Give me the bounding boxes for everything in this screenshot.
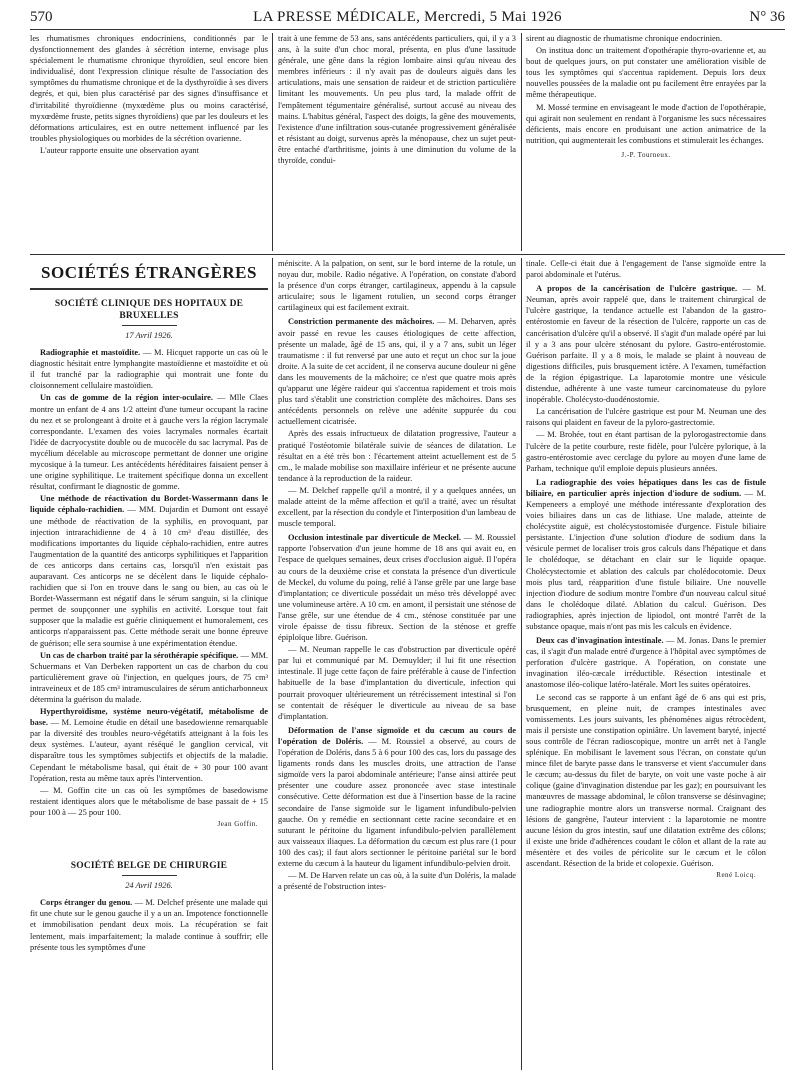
session-date: 17 Avril 1926. [125,331,173,340]
article-title: Un cas de charbon traité par la sérothérapie spécifique. [40,650,239,660]
journal-title: LA PRESSE MÉDICALE, Mercredi, 5 Mai 1926 [253,9,562,25]
article-text: — M. Hicquet rapporte un cas où le diagnostic hésitait entre lymphangite mastoïdienne et mastoïdite et où il fut tranché par la radiographie qui montrait une fonte du cloisonnement cellulaire mastoïdien. [30,348,268,391]
article-text: — M. Deharven, après avoir passé en revue les causes étiologiques de cette affection, présente un malade, âgé de 15 ans, qui, il y a 7 ans, subit un léger traumatisme : il fut renversé par une auto et reçut un choc sur la joue droite. A la suite de cet accident, il ne conserva aucune douleur ni gêne dans les mouvements de la mâchoire; ce n'est que quatre mois après qu'apparut une légère raideur qui s'accentua rapidement et trois mois plus tard s'établit une constriction complète des mâchoires. Dans ses antécédents personnels on relève une adénite suppurée du cou actuellement cicatrisée. [278,317,516,427]
paragraph: M. Mossé termine en envisageant le mode d'action de l'opothérapie, qui agirait non seulement en rendant à l'organisme les sucs nécessaires déficients, mais encore en produisant une action animatrice de la nutrition, qui augmenterait les combustions et stimulerait les échanges. [526,102,766,145]
article-text: méniscite. A la palpation, on sent, sur le bord interne de la rotule, un noyau dur, mobile. Radio négative. A l'opération, on constate d'abord la présence d'un corps étranger, cartilagineux, appendu à la capsule articulaire; sous le ligament rotulien, un second corps étranger cartilagineux qui est facilement extrait. [278,259,516,313]
article-title: Constriction permanente des mâchoires. [288,317,435,327]
top-column-2 [278,33,516,167]
article-title: Radiographie et mastoïdite. [40,348,141,358]
article-text: — M. Neuman, après avoir rappelé que, dans le traitement chirurgical de l'ulcère gastrique, la tendance actuelle est l'abandon de la gastro-entérostomie en faveur de la résection de l'ulcère, rapporte un cas de cancérisation d'ulcère qu'il a observé. Il s'agit d'un malade opéré par lui il y a 3 ans pour ulcère sténosant du pylore. Gastro-entérostomie. Guérison parfaite. Il y a 8 mois, le malade se plaint à nouveau de digestions difficiles, puis brusquement ictère. A l'examen, tuméfaction de la région épigastrique. La laparotomie montre une vésicule distendue, adhérente à une vaste tumeur carcinomateuse du pylore inopérable. Cholécysto-duodénostomie. [526,284,766,405]
article-title: Occlusion intestinale par diverticule de Meckel. [288,533,461,543]
column-divider [521,258,522,1070]
article-text: Le second cas se rapporte à un enfant âgé de 6 ans qui est pris, brusquement, en pleine nuit, de crampes intestinales avec vomissements. Les jours suivants, les phénomènes aigus rétrocèdent, mais il persiste une constipation opiniâtre. Un lavement baryté, injecté sous contrôle de l'écran radioscopique, montre un arrêt net à l'angle splénique. En mobilisant le lavement sous l'écran, on constate qu'un mince filet de baryte passe dans le transverse et vient s'accumuler dans le cæcum; au-dessus du filet de baryte, on voit une vaste poche à air colique (gaine d'invagination distendue par les gaz); en poursuivant les manœuvres de massage abdominal, le côlon transverse se désinvagine; une radiographie montre alors un transverse normal. Craignant des lésions de gangrène, l'auteur intervient : la laparotomie ne montre aucune lésion du gros intestin, sauf une dilatation extrême des côlons; il existe une bride d'adhérences coudant le côlon et allant de la rate au mésentère et des voiles de péricolite sur le cæcum et le côlon ascendant. Résection de la bride et colopexie. Guérison. [526,692,766,868]
section-heading: SOCIÉTÉS ÉTRANGÈRES [41,263,257,282]
article-text: — M. Lemoine étudie en détail une basedowienne remarquable par la diversité des troubles neuro-végétatifs atteignant à la fois les deux systèmes. L'auteur, ayant réséqué le ganglion cervical, vit disparaître tous les symptômes subjectifs et objectifs de la maladie. Cependant le métabolisme basal, qui était de + 30 pour 100 avant l'opération, resta au même taux après l'intervention. [30,718,268,783]
article-title: Déformation de l'anse sigmoïde et du cæcum au cours de l'opération de Doléris. [278,725,516,746]
page-header [30,2,785,28]
society-title: SOCIÉTÉ CLINIQUE DES HOPITAUX DE BRUXELLES [54,299,244,321]
section-separator [30,254,785,255]
article-title: A propos de la cancérisation de l'ulcère gastrique. [536,284,738,294]
article-text: — M. Goffin cite un cas où les symptômes de basedowisme restaient identiques alors que le métabolisme de base passait de + 15 pour 100 à — 25 pour 100. [30,785,268,817]
article-title: Hyperthyroïdisme, système neuro-végétatif, métabolisme de base. [30,707,268,728]
article-text: — M. Delchef présente une malade qui fit une chute sur le genou gauche il y a un an. Impotence fonctionnelle et immobilisation pendant deux mois. La récupération se fait lentement, mais imparfaitement; la malade continue à souffrir; elle présente tous les symptômes d'une [30,898,269,952]
article-text: — M. Kempeneers a employé une méthode intéressante d'exploration des voies biliaires dans un cas de lithiase. Une malade, atteinte de cholécystite aiguë, est cholécystostomisée d'urgence. Fistule biliaire persistante. L'injection d'une solution d'iodure de sodium dans la vésicule permet de localiser trois gros calculs dans l'hépatique et dans le cholédoque, se détachant en clair sur le liquide opaque. Cholécystectomie et ablation des calculs par cholédocotomie. Deux mois plus tard, réapparition d'une fistule biliaire. Une nouvelle injection d'iodure de sodium montre l'ombre d'un nouveau calcul situé dans le cholédoque dilaté. Ablation du calcul. Guérison. Des radiographies, après injection de lipiodol, ont montré l'arrêt de la substance opaque, mais n'ont pas mis les calculs en évidence. [526,488,767,631]
column-divider [272,33,273,251]
column-2 [278,258,516,893]
article-text: — M. Roussiel rapporte l'observation d'un jeune homme de 18 ans qui avait eu, en l'espace de quelques semaines, deux crises d'occlusion aiguë. Il l'opéra au cours de la deuxième crise et constata la présence d'un diverticule de Meckel, du volume du poing, relié à l'anse grêle par une large base d'implantation; ce diverticule possédait un méso très développé avec une volumineuse artère. A 10 cm. en amont, il persistait une sténose de l'anse grêle, sur une étendue de 4 cm., sténose constituée par une virole épaisse de tissu fibreux. Section de la sténose et greffe épiploïque libre. Guérison. [278,533,516,643]
article-title: Corps étranger du genou. [40,898,133,908]
article-text: — MM. Dujardin et Dumont ont essayé une méthode de réactivation de la syphilis, en provoquant, par injection intrarachidienne de 4 à 10 cm³ d'eau distillée, des modifications importantes du liquide céphalo-rachidien, entre autres l'augmentation de la quantité des anticorps syphilitiques et l'apparition de ces anticorps dans certains cas, lorsqu'il n'en existait pas auparavant. Ces anticorps ne se décèlent dans le liquide céphalo-rachidien que si l'on en trouve dans le sang ou bien, au cas où le Bordet-Wassermann est négatif dans le sérum sanguin, si la clinique permet de soupçonner une syphilis en activité. Lorsque tout fait supposer que la maladie est guérie cliniquement et humoralement, ces anticorps n'apparaissent pas. Cette méthode serait une bonne épreuve de guérison; elle sera soumise à une expérimentation étendue. [30,505,268,648]
column-divider [521,33,522,251]
paragraph: sirent au diagnostic de rhumatisme chronique endocrinien. [526,34,723,43]
article-text: — M. Brohée, tout en étant partisan de la pylorogastrectomie dans l'ulcère de la petite courbure, reste fidèle, pour l'ulcère pylorique, à la gastro-entérostomie avec cerclage du pylore au moyen d'une lame de Parham, technique qu'il emploie depuis plusieurs années. [526,430,766,473]
author-signature: J.-P. Tourneux. [621,150,671,159]
author-signature: René Loicq. [716,871,756,880]
header-rule [30,29,785,30]
heading-rule [30,288,268,290]
paragraph: trait à une femme de 53 ans, sans antécédents particuliers, qui, il y a 3 ans, à la suite d'un choc moral, présenta, en plus d'une lassitude générale, une gêne dans la région lombaire ainsi qu'au niveau des membres inférieurs : il n'y avait pas de douleurs aiguës dans les articulations, mais une sensation de raideur et de striction particulière limitant les mouvements. Un peu plus tard, la malade offrit de l'empâtement tégumentaire généralisé, surtout accusé au niveau des mains. L'habitus général, l'aspect des doigts, la gêne des mouvements, l'existence d'une infiltration sous-cutanée progressivement généralisée et résistant au doigt, survenus après la ménopause, chez un sujet peut-être entaché d'arthritisme, joints à une diminution du volume de la thyroïde, condui- [278,34,516,166]
paragraph: On institua donc un traitement d'opothérapie thyro-ovarienne et, au bout de quelques jours, on put constater une amélioration visible de tous les symptômes qui s'accentua rapidement. Depuis lors deux nouvelles poussées de la maladie ont pu facilement être enrayées par la même thérapeutique. [526,46,766,100]
title-underline [122,875,177,876]
column-divider [272,258,273,1070]
author-signature: Jean Goffin. [217,820,258,829]
paragraph: L'auteur rapporte ensuite une observation ayant [40,145,199,155]
article-text: — M. Jonas. Dans le premier cas, il s'agit d'un malade entré d'urgence à l'hôpital avec symptômes de perforation d'ulcère gastrique. A l'opération, on constate une invagination iléo-cæcale irréductible. Résection intestinale et anastomose iléo-colique latéro-latérale. Mort les suites opératoires. [526,636,767,690]
session-date: 24 Avril 1926. [125,881,173,891]
page-number: 570 [30,9,53,25]
article-text: — MM. Schuermans et Van Derbeken rapportent un cas de charbon du cou particulièrement grave où l'injection, en quelques jours, de 75 cm³ intraveineux et de 185 cm³ intramusculaires de sérum anticharbonneux détermina la guérison du malade. [30,650,268,704]
article-title: Deux cas d'invagination intestinale. [536,636,664,646]
article-text: — M. Delchef rappelle qu'il a montré, il y a quelques années, un malade atteint de la même affection et qu'il a traité, avec un résultat excellent, par la résection du condyle et l'interposition d'un lambeau de muscle temporal. [278,485,516,529]
society-title: SOCIÉTÉ BELGE DE CHIRURGIE [70,861,228,872]
article-title: Un cas de gomme de la région inter-oculaire. [40,393,213,403]
article-text: — M. De Harven relate un cas où, à la suite d'un Doléris, la malade a présenté de l'obstruction intes- [278,871,516,892]
article-title: La radiographie des voies hépatiques dans les cas de fistule biliaire, en particulier après injection d'iodure de sodium. [526,477,766,498]
article-text: tinale. Celle-ci était due à l'engagement de l'anse sigmoïde entre la paroi abdominale et l'utérus. [526,259,766,280]
top-column-1 [30,33,268,157]
article-text: — M. Neuman rappelle le cas d'obstruction par diverticule opéré par lui et communiqué par M. Demuylder; il lui fit une résection intestinale. Il juge cette façon de faire préférable à cause de l'infection habituelle de la base d'implantation du diverticule, infection qui pourrait provoquer ultérieurement un rétrécissement intestinal si l'on se contentait de réséquer le diverticule au niveau de sa base d'implantation. [278,645,516,721]
article-text: Après des essais infructueux de dilatation progressive, l'auteur a pratiqué l'ostéotomie bilatérale suivie de séances de dilatation. Le résultat en a été très bon : l'écartement atteint actuellement est de 5 cm., le malade mobilise son maxillaire inférieur et ne présente aucune tendance à la reproduction de la raideur. [278,429,516,483]
article-text: La cancérisation de l'ulcère gastrique est pour M. Neuman une des raisons qui plaident en faveur de la pyloro-gastrectomie. [526,407,766,428]
paragraph: les rhumatismes chroniques endocriniens, conditionnés par le dysfonctionnement des glandes à sécrétion interne, envisage plus spécialement le rhumatisme chronique thyroïdien, seul encore bien individualisé, dont l'expression clinique résulte de l'association des symptômes du rhumatisme chronique et de la dysthyroïdie à ses divers degrés, et qui, bien plus caractérisé par des signes d'insuffisance et d'irritabilité thyroïdienne (myxœdème plus ou moins caractérisé, myxœdème fruste, petits signes thyroïdiens) que par les douleurs et les déformations articulaires, est en outre nettement influencé par les troubles physiologiques ou morbides de la sécrétion ovarienne. [30,34,268,143]
article-title: Une méthode de réactivation du Bordet-Wassermann dans le liquide céphalo-rachidien. [30,494,268,515]
article-text: — M. Roussiel a observé, au cours de l'opération de Doléris, dans 5 à 6 pour 100 des cas, lors du passage des ligaments ronds dans les muscles droits, une attraction de l'anse sigmoïde vers la paroi abdominale antérieure; l'anse ainsi attirée peut présenter une coudure assez prononcée avec stase intestinale consécutive. Cette déformation est due à l'insertion basse de la racine secondaire de l'anse sigmoïde sur le ligament infundibulo-pelvien gauche. On y remédie en sectionnant cette racine secondaire et en suturant le péritoine du ligament infundibulo-pelvien parallèlement aux vaisseaux iliaques. La déformation du cæcum est plus rare (1 pour 100 des cas); il faut alors sectionner le péritoine pariétal sur le bord externe du cæcum à la hauteur du ligament infundibulo-pelvien droit. [278,736,516,868]
article-text: — Mlle Claes montre un enfant de 4 ans 1/2 atteint d'une tumeur occupant la racine du nez et se prolongeant à droite et à gauche vers la région lacrymale correspondante. L'examen des voies lacrymales normales écartait l'idée de dacryocystite double ou de mucocèle du sac lacrymal. Pas de mycélium décelable au microscope permettant de donner une origine mycosique à la tumeur. Les antécédents héréditaires faisaient penser à une origine syphilitique. Le traitement spécifique donna un excellent résultat, confirmant le diagnostic de gomme. [30,393,268,492]
column-3 [526,258,766,881]
top-column-3 [526,33,766,161]
title-underline [122,325,177,326]
column-1 [30,258,268,954]
issue-number: N° 36 [749,9,785,25]
